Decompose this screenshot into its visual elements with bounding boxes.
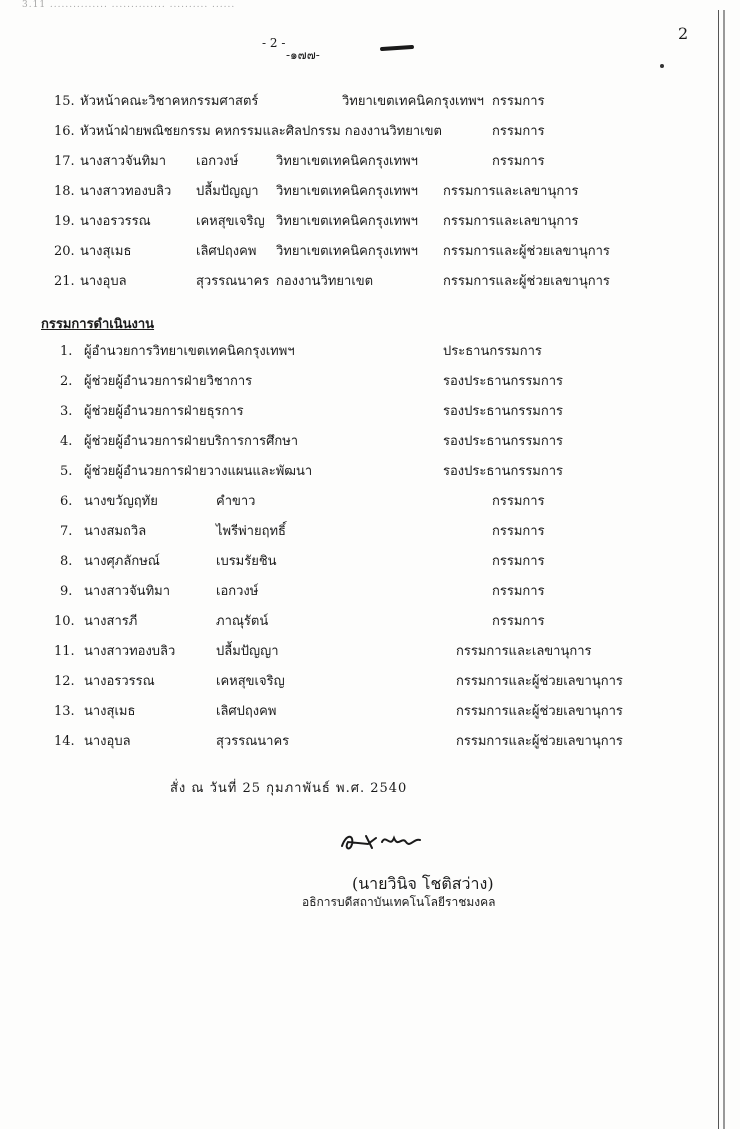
list-item-role: กรรมการ bbox=[492, 494, 545, 509]
list-item-name: ผู้ช่วยผู้อำนวยการฝ่ายธุรการ bbox=[84, 404, 244, 419]
signer-name: (นายวินิจ โชติสว่าง) bbox=[352, 874, 494, 893]
list-item-number: 18. bbox=[54, 184, 75, 199]
list-item-surname: เอกวงษ์ bbox=[196, 154, 239, 169]
list-item-number: 15. bbox=[54, 94, 75, 109]
list-item-name: ผู้ช่วยผู้อำนวยการฝ่ายวิชาการ bbox=[84, 374, 253, 389]
list-item-number: 17. bbox=[54, 154, 75, 169]
list-item-number: 12. bbox=[54, 674, 75, 689]
list-item-number: 1. bbox=[60, 344, 73, 359]
right-margin-line bbox=[718, 10, 719, 1129]
list-item-role: กรรมการ bbox=[492, 124, 545, 139]
list-item-role: กรรมการและผู้ช่วยเลขานุการ bbox=[456, 734, 623, 749]
list-item-number: 13. bbox=[54, 704, 75, 719]
list-item-org: วิทยาเขตเทคนิคกรุงเทพฯ bbox=[276, 214, 418, 229]
list-item-name: นางสารภี bbox=[84, 614, 138, 629]
list-item-name: ผู้ช่วยผู้อำนวยการฝ่ายบริการการศึกษา bbox=[84, 434, 299, 449]
list-item-number: 21. bbox=[54, 274, 75, 289]
list-item-name: นางสาวทองบลิว bbox=[80, 184, 172, 199]
list-item-role: กรรมการ bbox=[492, 554, 545, 569]
list-item-number: 8. bbox=[60, 554, 73, 569]
list-item-role: รองประธานกรรมการ bbox=[443, 374, 564, 389]
list-item-role: ประธานกรรมการ bbox=[443, 344, 542, 359]
list-item-surname: เคหสุขเจริญ bbox=[196, 214, 265, 229]
list-item-role: กรรมการ bbox=[492, 614, 545, 629]
list-item-role: กรรมการ bbox=[492, 94, 545, 109]
list-item-number: 10. bbox=[54, 614, 75, 629]
list-item-org: วิทยาเขตเทคนิคกรุงเทพฯ bbox=[342, 94, 484, 109]
list-item-role: กรรมการและผู้ช่วยเลขานุการ bbox=[443, 244, 610, 259]
list-item-number: 11. bbox=[54, 644, 75, 659]
pen-dash-mark bbox=[380, 45, 414, 51]
signer-title: อธิการบดีสถาบันเทคโนโลยีราชมงคล bbox=[302, 895, 496, 909]
order-date: สั่ง ณ วันที่ 25 กุมภาพันธ์ พ.ศ. 2540 bbox=[170, 781, 408, 796]
list-item-org: กองงานวิทยาเขต bbox=[276, 274, 374, 289]
list-item-name: นางอุบล bbox=[84, 734, 131, 749]
list-item-org: วิทยาเขตเทคนิคกรุงเทพฯ bbox=[276, 244, 418, 259]
list-item-name: นางสาวทองบลิว bbox=[84, 644, 176, 659]
list-item-surname: เลิศปฤงคพ bbox=[196, 244, 257, 259]
list-item-name: นางสุเมธ bbox=[80, 244, 132, 259]
list-item-surname: สุวรรณนาคร bbox=[196, 274, 270, 289]
list-item-role: รองประธานกรรมการ bbox=[443, 404, 564, 419]
list-item-surname: สุวรรณนาคร bbox=[216, 734, 290, 749]
list-item-surname: ไพรีพ่ายฤทธิ์ bbox=[216, 524, 286, 539]
list-item-surname: เลิศปฤงคพ bbox=[216, 704, 277, 719]
list-item-role: กรรมการ bbox=[492, 524, 545, 539]
list-item-org: วิทยาเขตเทคนิคกรุงเทพฯ bbox=[276, 184, 418, 199]
list-item-number: 5. bbox=[60, 464, 73, 479]
list-item-name: นางอรวรรณ bbox=[80, 214, 151, 229]
corner-handwritten-mark: 2 bbox=[678, 24, 689, 43]
list-item-number: 3. bbox=[60, 404, 73, 419]
list-item-role: กรรมการและเลขานุการ bbox=[456, 644, 592, 659]
list-item-role: กรรมการ bbox=[492, 584, 545, 599]
list-item-number: 7. bbox=[60, 524, 73, 539]
list-item-name: นางขวัญฤทัย bbox=[84, 494, 158, 509]
list-item-role: กรรมการและเลขานุการ bbox=[443, 184, 579, 199]
list-item-role: รองประธานกรรมการ bbox=[443, 434, 564, 449]
list-item-name: นางอุบล bbox=[80, 274, 127, 289]
list-item-surname: เอกวงษ์ bbox=[216, 584, 259, 599]
list-item-name: หัวหน้าคณะวิชาคหกรรมศาสตร์ bbox=[80, 94, 259, 109]
right-margin-line-shadow bbox=[723, 10, 725, 1129]
list-item-name: นางสาวจันทิมา bbox=[84, 584, 171, 599]
handwritten-signature bbox=[338, 826, 422, 856]
list-item-role: กรรมการและผู้ช่วยเลขานุการ bbox=[443, 274, 610, 289]
list-item-name: ผู้ช่วยผู้อำนวยการฝ่ายวางแผนและพัฒนา bbox=[84, 464, 313, 479]
list-item-number: 14. bbox=[54, 734, 75, 749]
list-item-name: นางอรวรรณ bbox=[84, 674, 155, 689]
list-item-number: 19. bbox=[54, 214, 75, 229]
list-item-role: กรรมการและผู้ช่วยเลขานุการ bbox=[456, 674, 623, 689]
ink-dot bbox=[660, 64, 664, 68]
list-item-surname: คำขาว bbox=[216, 494, 256, 509]
list-item-name: ผู้อำนวยการวิทยาเขตเทคนิคกรุงเทพฯ bbox=[84, 344, 295, 359]
list-item-number: 9. bbox=[60, 584, 73, 599]
list-item-surname: ปลื้มปัญญา bbox=[196, 184, 259, 199]
order-number: -๑๗๗- bbox=[286, 48, 320, 62]
list-item-surname: ปลื้มปัญญา bbox=[216, 644, 279, 659]
list-item-role: กรรมการและผู้ช่วยเลขานุการ bbox=[456, 704, 623, 719]
list-item-name: หัวหน้าฝ่ายพณิชยกรรม คหกรรมและศิลปกรรม กองงานวิทยาเขต bbox=[80, 124, 442, 139]
list-item-number: 16. bbox=[54, 124, 75, 139]
page-number: - 2 - bbox=[262, 36, 286, 50]
list-item-surname: เคหสุขเจริญ bbox=[216, 674, 285, 689]
list-item-role: กรรมการและเลขานุการ bbox=[443, 214, 579, 229]
list-item-number: 4. bbox=[60, 434, 73, 449]
list-item-number: 20. bbox=[54, 244, 75, 259]
list-item-role: รองประธานกรรมการ bbox=[443, 464, 564, 479]
list-item-name: นางศุภลักษณ์ bbox=[84, 554, 160, 569]
list-item-surname: ภาณุรัตน์ bbox=[216, 614, 269, 629]
list-item-name: นางสุเมธ bbox=[84, 704, 136, 719]
list-item-name: นางสาวจันทิมา bbox=[80, 154, 167, 169]
list-item-org: วิทยาเขตเทคนิคกรุงเทพฯ bbox=[276, 154, 418, 169]
section-heading: กรรมการดำเนินงาน bbox=[41, 317, 155, 332]
header-scan-noise: 3.11 ............... .............. .......... ...... bbox=[22, 0, 236, 10]
list-item-surname: เบรมรัยชิน bbox=[216, 554, 277, 569]
list-item-number: 2. bbox=[60, 374, 73, 389]
list-item-number: 6. bbox=[60, 494, 73, 509]
list-item-role: กรรมการ bbox=[492, 154, 545, 169]
list-item-name: นางสมถวิล bbox=[84, 524, 147, 539]
